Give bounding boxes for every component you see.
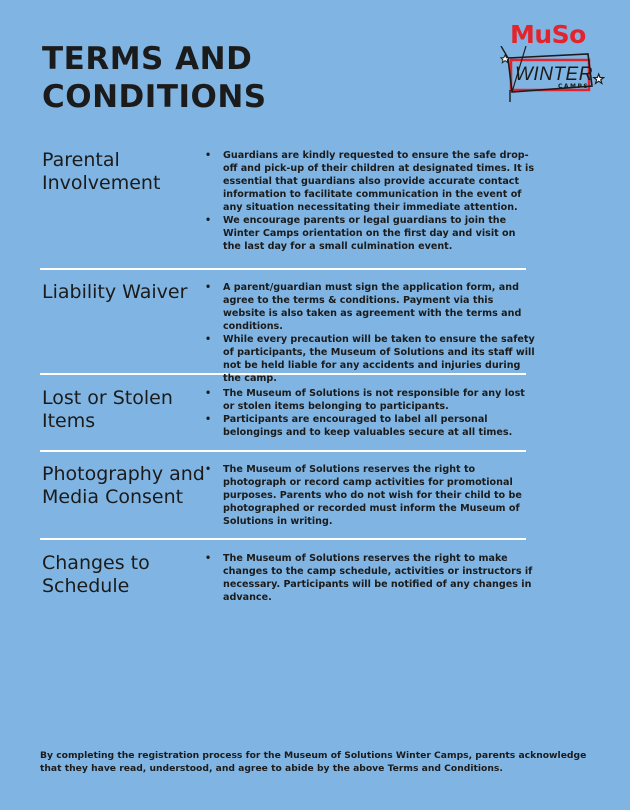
bullet-item: • The Museum of Solutions is not responsible for any lost or stolen items belonging to participants.	[223, 387, 535, 413]
section-title: Lost or Stolen Items	[42, 387, 173, 432]
bullet-list	[223, 387, 535, 439]
bullet-item: • While every precaution will be taken to ensure the safety of participants, the Museum of Solutions and its staff will not be held liable for any accidents and injuries during the camp.	[223, 333, 535, 385]
section-title: Changes to Schedule	[42, 552, 150, 597]
logo-name: WINTER	[515, 64, 593, 85]
bullet-item: • Participants are encouraged to label all personal belongings and to keep valuables secure at all times.	[223, 413, 535, 439]
bullet-list	[223, 552, 535, 604]
section-lost-or-stolen-items	[40, 387, 526, 452]
section-liability-waiver	[40, 281, 535, 384]
logo-sub: CAMPS	[558, 83, 590, 90]
page-title-line-1: TERMS AND	[42, 41, 253, 77]
section-title: Parental Involvement	[42, 149, 161, 194]
muso-winter-camps-logo	[498, 20, 608, 105]
section-title: Photography and Media Consent	[42, 463, 205, 508]
bullet-item: • We encourage parents or legal guardians to join the Winter Camps orientation on the first day and visit on the last day for a small culmination event.	[223, 214, 535, 253]
bullet-item: • The Museum of Solutions reserves the right to make changes to the camp schedule, activities or instructors if necessary. Participants will be notified of any changes in advance.	[223, 552, 535, 604]
bullet-list	[223, 281, 535, 385]
section-title: Liability Waiver	[42, 281, 188, 303]
page-title	[42, 40, 267, 116]
section-photography-and-media-consent	[40, 463, 526, 540]
section-changes-to-schedule	[40, 552, 533, 612]
bullet-item: • A parent/guardian must sign the application form, and agree to the terms & conditions. Payment via this website is also taken as agreement with the terms and conditions.	[223, 281, 535, 333]
bullet-list	[223, 149, 535, 253]
bullet-list	[223, 463, 535, 528]
section-parental-involvement	[40, 149, 535, 270]
bullet-item: • Guardians are kindly requested to ensure the safe drop-off and pick-up of their children at designated times. It is essential that guardians also provide accurate contact information to facilitate communication in the event of any situation necessitating their immediate attention.	[223, 149, 535, 214]
page-title-line-2: CONDITIONS	[42, 79, 267, 115]
bullet-item: • The Museum of Solutions reserves the right to photograph or record camp activities for promotional purposes. Parents who do not wish for their child to be photographed or recorded must inform the Museum of Solutions in writing.	[223, 463, 535, 528]
footer-acknowledgement: By completing the registration process for the Museum of Solutions Winter Camps, parents acknowledge that they have read, understood, and agree to abide by the above Terms and Conditions.	[40, 750, 587, 774]
logo-brand: MuSo	[510, 20, 586, 49]
